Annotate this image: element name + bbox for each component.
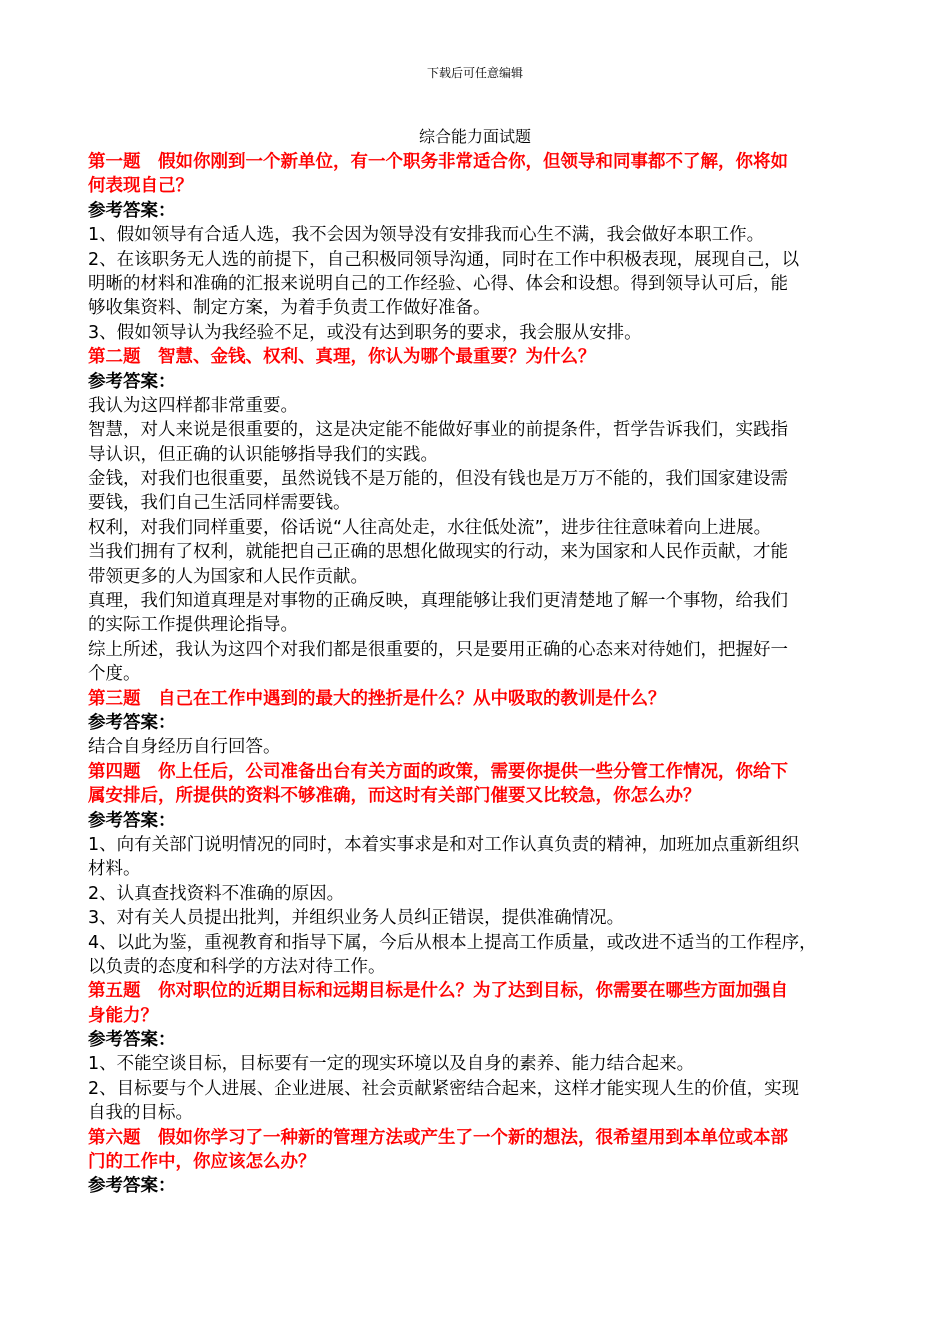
body-line: 要钱，我们自己生活同样需要钱。 <box>88 493 351 514</box>
body-line: 2、认真查找资料不准确的原因。 <box>88 883 345 904</box>
body-line: 以负责的态度和科学的方法对待工作。 <box>88 956 386 977</box>
body-line: 2、在该职务无人选的前提下，自己积极同领导沟通，同时在工作中积极表现，展现自己，以 <box>88 249 800 270</box>
question-line: 第五题 你对职位的近期目标和远期目标是什么？为了达到目标，你需要在哪些方面加强自 <box>88 981 788 1002</box>
body-line: 当我们拥有了权利，就能把自己正确的思想化做现实的行动，来为国家和人民作贡献，才能 <box>88 542 788 563</box>
body-line: 综上所述，我认为这四个对我们都是很重要的，只是要用正确的心态来对待她们，把握好一 <box>88 639 788 660</box>
document-title: 综合能力面试题 <box>418 127 531 146</box>
body-line: 材料。 <box>88 859 141 880</box>
question-line: 第三题 自己在工作中遇到的最大的挫折是什么？从中吸取的教训是什么？ <box>88 688 666 709</box>
body-line: 明晰的材料和准确的汇报来说明自己的工作经验、心得、体会和设想。得到领导认可后，能 <box>88 273 788 294</box>
question-line: 门的工作中，你应该怎么办？ <box>88 1152 316 1173</box>
question-line: 身能力？ <box>88 1005 158 1026</box>
question-line: 何表现自己？ <box>88 176 193 197</box>
body-line: 4、以此为鉴，重视教育和指导下属，今后从根本上提高工作质量，或改进不适当的工作程序， <box>88 932 817 953</box>
answer-heading: 参考答案： <box>88 1030 176 1051</box>
question-line: 第一题 假如你刚到一个新单位，有一个职务非常适合你，但领导和同事都不了解，你将如 <box>88 152 788 172</box>
body-line: 1、向有关部门说明情况的同时，本着实事求是和对工作认真负责的精神，加班加点重新组织 <box>88 834 800 855</box>
document-body <box>88 150 868 1199</box>
question-line: 第六题 假如你学习了一种新的管理方法或产生了一个新的想法，很希望用到本单位或本部 <box>88 1127 788 1148</box>
body-line: 3、对有关人员提出批判，并组织业务人员纠正错误，提供准确情况。 <box>88 908 625 929</box>
body-line: 3、假如领导认为我经验不足，或没有达到职务的要求，我会服从安排。 <box>88 322 642 343</box>
answer-heading: 参考答案： <box>88 712 176 733</box>
body-line: 导认识，但正确的认识能够指导我们的实践。 <box>88 444 438 465</box>
body-line: 智慧，对人来说是很重要的，这是决定能不能做好事业的前提条件，哲学告诉我们，实践指 <box>88 420 788 441</box>
body-line: 我认为这四样都非常重要。 <box>88 395 298 416</box>
body-line: 金钱，对我们也很重要，虽然说钱不是万能的，但没有钱也是万万不能的，我们国家建设需 <box>88 469 788 490</box>
answer-heading: 参考答案： <box>88 810 176 831</box>
body-line: 带领更多的人为国家和人民作贡献。 <box>88 566 368 587</box>
answer-heading: 参考答案： <box>88 1176 176 1197</box>
body-line: 1、假如领导有合适人选，我不会因为领导没有安排我而心生不满，我会做好本职工作。 <box>88 225 765 246</box>
question-line: 第二题 智慧、金钱、权利、真理，你认为哪个最重要？为什么？ <box>88 347 596 368</box>
answer-heading: 参考答案： <box>88 200 176 221</box>
body-line: 2、目标要与个人进展、企业进展、社会贡献紧密结合起来，这样才能实现人生的价值，实现 <box>88 1078 800 1099</box>
question-line: 第四题 你上任后，公司准备出台有关方面的政策，需要你提供一些分管工作情况，你给下 <box>88 761 788 782</box>
body-line: 真理，我们知道真理是对事物的正确反映，真理能够让我们更清楚地了解一个事物，给我们 <box>88 591 788 612</box>
body-line: 1、不能空谈目标，目标要有一定的现实环境以及自身的素养、能力结合起来。 <box>88 1054 695 1075</box>
body-line: 权利，对我们同样重要，俗话说“人往高处走，水往低处流”，进步往往意味着向上进展。 <box>88 517 772 538</box>
answer-heading: 参考答案： <box>88 371 176 392</box>
body-line: 的实际工作提供理论指导。 <box>88 615 298 636</box>
page-header: 下载后可任意编辑 <box>426 66 523 80</box>
body-line: 个度。 <box>88 664 141 685</box>
body-line: 自我的目标。 <box>88 1103 193 1124</box>
body-line: 够收集资料、制定方案，为着手负责工作做好准备。 <box>88 298 491 319</box>
body-line: 结合自身经历自行回答。 <box>88 737 281 758</box>
question-line: 属安排后，所提供的资料不够准确，而这时有关部门催要又比较急，你怎么办？ <box>88 786 701 807</box>
